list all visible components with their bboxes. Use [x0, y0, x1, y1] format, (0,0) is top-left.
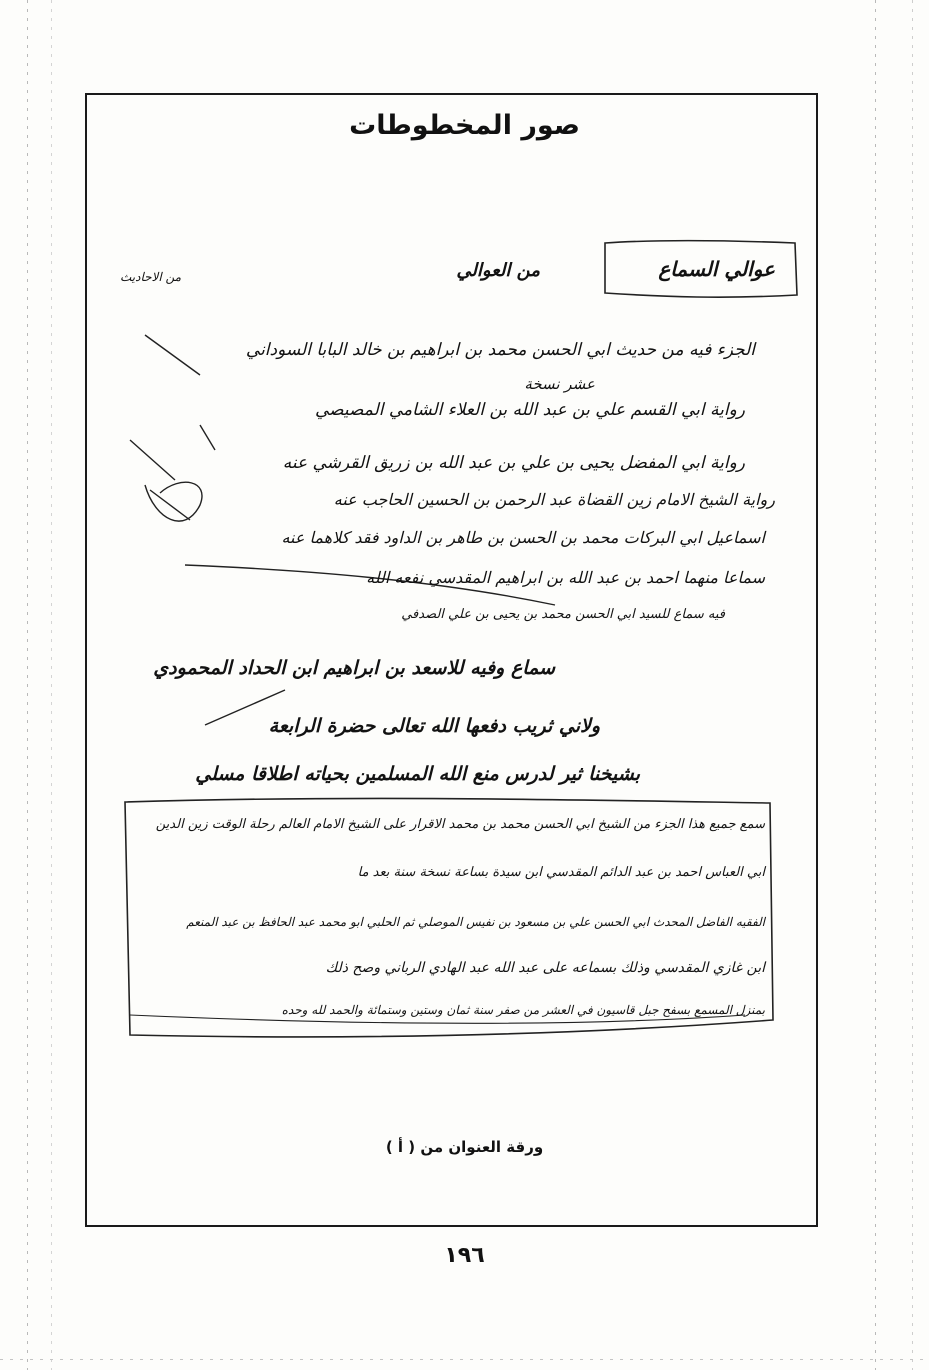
manuscript-line: سماعا منهما احمد بن عبد الله بن ابراهيم المقدسي نفعه الله	[366, 568, 765, 587]
manuscript-line: ولاني ثريب دفعها الله تعالى حضرة الرابعة	[268, 715, 600, 737]
manuscript-line: بشيخنا ثير لدرس منع الله المسلمين بحياته اطلاقا مسلي	[195, 763, 640, 785]
figure-caption: ورقة العنوان من ( أ )	[385, 1138, 544, 1156]
page-number: ١٩٦	[444, 1243, 485, 1268]
boxed-note-line: ابي العباس احمد بن عبد الدائم المقدسي ابن سيدة بساعة نسخة سنة بعد ما	[357, 865, 765, 880]
manuscript-header-note: من العوالي	[456, 260, 540, 281]
scan-guide-line	[875, 0, 876, 1370]
manuscript-line: عشر نسخة	[524, 375, 595, 393]
manuscript-line: سماع وفيه للاسعد بن ابراهيم ابن الحداد المحمودي	[153, 657, 555, 679]
scan-guide-line	[912, 0, 913, 1370]
boxed-note-line: الفقيه الفاضل المحدث ابي الحسن علي بن مسعود بن نفيس الموصلي ثم الحلبي ابو محمد عبد الحافظ بن عبد المنعم	[186, 915, 765, 929]
manuscript-header-note: من الاحاديث	[120, 270, 182, 284]
scan-guide-line	[27, 0, 28, 1370]
manuscript-line: رواية ابي المفضل يحيى بن علي بن عبد الله بن زريق القرشي عنه	[282, 453, 745, 473]
scan-guide-line	[0, 1359, 929, 1360]
boxed-note-line: سمع جميع هذا الجزء من الشيخ ابي الحسن محمد بن محمد الاقرار على الشيخ الامام العالم رحلة الوقت زين الدين	[155, 817, 765, 832]
boxed-note-line: ابن غازي المقدسي وذلك بسماعه على عبد الله عبد الهادي الرباني وصح ذلك	[325, 960, 765, 976]
manuscript-image	[105, 235, 805, 1065]
manuscript-title-label: عوالي السماع	[658, 257, 775, 281]
page-title: صور المخطوطات	[349, 110, 580, 141]
manuscript-line: اسماعيل ابي البركات محمد بن الحسن بن طاهر بن الداود فقد كلاهما عنه	[281, 528, 765, 547]
manuscript-line: فيه سماع للسيد ابي الحسن محمد بن يحيى بن علي الصدفي	[401, 607, 725, 622]
boxed-note-line: بمنزل المسمع بسفح جبل قاسيون في العشر من صفر سنة ثمان وستين وستمائة والحمد لله وحده	[281, 1003, 765, 1017]
manuscript-line: رواية الشيخ الامام زين القضاة عبد الرحمن بن الحسين الحاجب عنه	[333, 490, 775, 509]
scan-guide-line	[51, 0, 52, 1370]
manuscript-line: رواية ابي القسم علي بن عبد الله بن العلاء الشامي المصيصي	[314, 400, 745, 420]
manuscript-line: الجزء فيه من حديث ابي الحسن محمد بن ابراهيم بن خالد البابا السوداني	[245, 340, 755, 360]
